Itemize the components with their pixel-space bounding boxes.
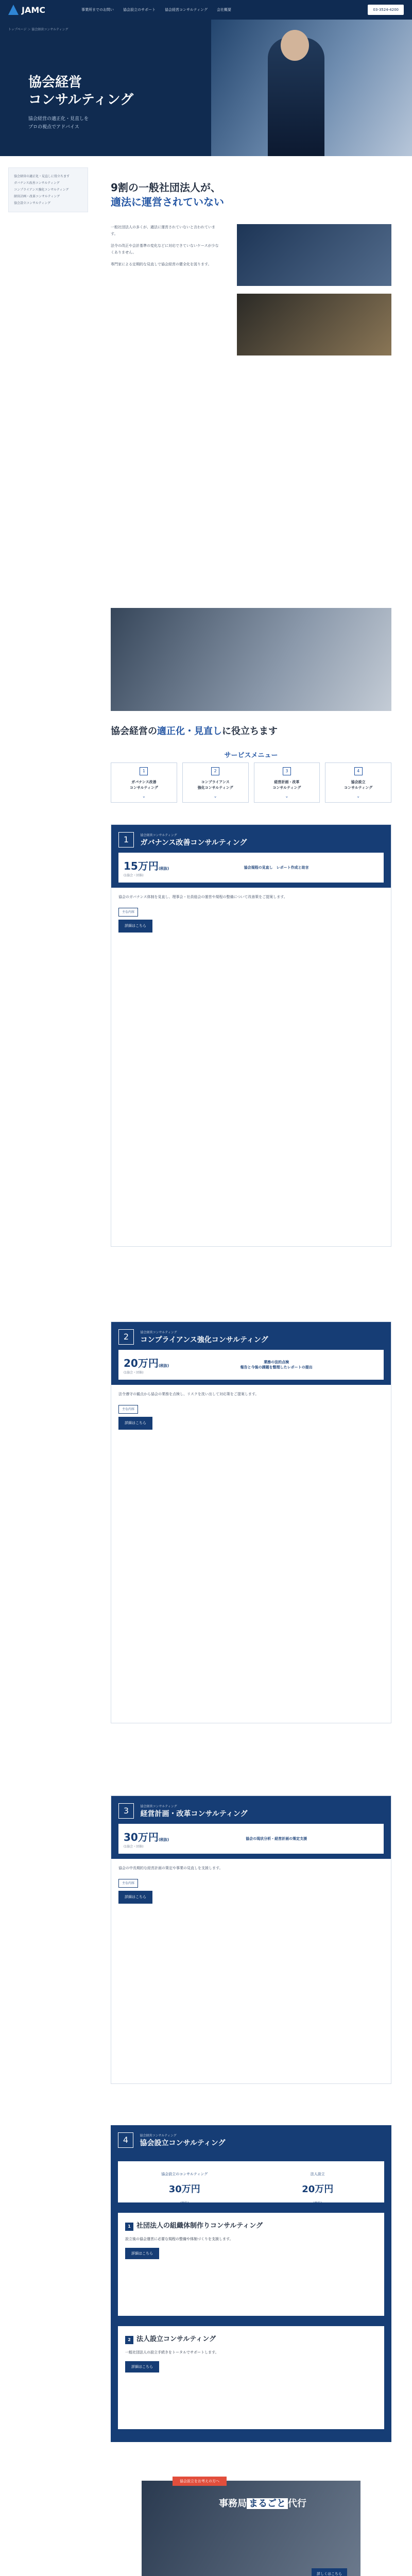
service-body bbox=[111, 888, 391, 943]
section-heading bbox=[111, 724, 278, 737]
service-title: ガバナンス改善コンサルティング bbox=[140, 838, 247, 847]
promo-cta-button[interactable]: 詳しくはこちら bbox=[312, 2568, 347, 2576]
logo-mark-icon bbox=[8, 5, 19, 15]
menu-label: 協会設立 コンサルティング bbox=[344, 780, 373, 790]
intro-heading bbox=[111, 180, 265, 209]
price-value: 15万円 bbox=[124, 860, 159, 872]
service-description: 協会の中長期的な経営計画の策定や事業の見直しを支援します。 bbox=[118, 1866, 223, 1870]
price-unit: (税抜) bbox=[158, 1364, 169, 1368]
service-card-compliance bbox=[111, 1321, 391, 1723]
service-header bbox=[111, 1796, 391, 1859]
service-description: 法令遵守の観点から協会の業務を点検し、リスクを洗い出して対応策をご提案します。 bbox=[118, 1392, 259, 1396]
service-title: 協会設立コンサルティング bbox=[140, 2139, 226, 2147]
content-tag: 主な内容 bbox=[118, 1879, 138, 1888]
sub-description: 一般社団法人の設立手続きをトータルでサポートします。 bbox=[125, 2350, 219, 2354]
price-label: 協会設立のコンサルティング bbox=[161, 2172, 208, 2176]
service-number: 4 bbox=[118, 2132, 133, 2148]
service-header bbox=[111, 825, 391, 888]
price-caption: (1協会・団体) bbox=[124, 1845, 144, 1849]
promo-ribbon: 協会設立をお考えの方へ bbox=[173, 2477, 227, 2486]
intro-paragraph: 一般社団法人の多くが、適法に運営されていないと言われています。 bbox=[111, 225, 215, 236]
content-tag: 主な内容 bbox=[118, 908, 138, 917]
brand-logo[interactable] bbox=[8, 5, 45, 15]
service-menu bbox=[111, 762, 391, 803]
service-card-establishment bbox=[111, 2125, 391, 2442]
menu-label: ガバナンス改善 コンサルティング bbox=[129, 780, 158, 790]
price-unit: (税抜) bbox=[158, 867, 169, 871]
service-menu-label: サービスメニュー bbox=[224, 752, 278, 759]
promo-title-part: 代行 bbox=[288, 2498, 306, 2509]
service-body bbox=[111, 1859, 391, 1914]
price-caption: (1協会・団体) bbox=[124, 874, 144, 877]
promo-title bbox=[219, 2496, 306, 2510]
intro-text bbox=[111, 224, 221, 268]
service-category: 協会経営コンサルティング bbox=[140, 1330, 177, 1334]
service-cta-button[interactable]: 詳細はこちら bbox=[118, 1417, 152, 1430]
sub-cta-button[interactable]: 詳細はこちら bbox=[125, 2361, 159, 2372]
menu-number: 3 bbox=[283, 767, 291, 775]
intro-heading-line1: 9割の一般社団法人が、 bbox=[111, 181, 221, 194]
gavel-photo bbox=[237, 294, 391, 355]
service-cta-button[interactable]: 詳細はこちら bbox=[118, 920, 152, 933]
intro-paragraph: 法令の改正や会計基準の変化などに対応できていないケースが少なくありません。 bbox=[111, 244, 219, 255]
menu-card[interactable] bbox=[111, 762, 177, 803]
service-category: 協会経営コンサルティング bbox=[140, 833, 177, 837]
sub-title: 社団法人の組織体制作りコンサルティング bbox=[136, 2222, 263, 2230]
menu-card[interactable] bbox=[325, 762, 391, 803]
chevron-down-icon: ⌄ bbox=[213, 794, 217, 799]
menu-label: コンプライアンス 強化コンサルティング bbox=[197, 780, 233, 790]
nav-item[interactable]: 事業所までのお問い bbox=[81, 8, 114, 12]
toc-item[interactable]: ガバナンス改善コンサルティング bbox=[14, 181, 60, 185]
table-of-contents bbox=[8, 167, 88, 212]
page-subtitle: 協会経営の適正化・見直しを プロの視点でアドバイス bbox=[28, 116, 89, 130]
page-title: 協会経営 コンサルティング bbox=[28, 75, 134, 108]
service-description: 協会のガバナンス体制を見直し、理事会・社員総会の運営や規程の整備について改善策をご提案します。 bbox=[118, 895, 287, 899]
price-unit: (税抜) bbox=[180, 2201, 189, 2205]
breadcrumb[interactable]: トップページ ＞ 協会経営コンサルティング bbox=[8, 28, 68, 31]
nav-item[interactable]: 協会経営コンサルティング bbox=[165, 8, 208, 12]
price-box bbox=[118, 1824, 384, 1854]
price-value: 20万円 bbox=[124, 1357, 159, 1369]
price-note: 協会の現状分析・経営計画の策定支援 bbox=[246, 1837, 307, 1841]
price-value: 30万円 bbox=[168, 2184, 200, 2195]
menu-card[interactable] bbox=[254, 762, 320, 803]
price-value: 30万円 bbox=[124, 1831, 159, 1843]
chevron-down-icon: ⌄ bbox=[142, 794, 146, 799]
service-header bbox=[111, 1322, 391, 1385]
menu-number: 2 bbox=[211, 767, 219, 775]
promo-banner[interactable] bbox=[142, 2481, 360, 2576]
menu-label: 経営計画・改革 コンサルティング bbox=[272, 780, 301, 790]
header-contact-button[interactable]: 03-3524-4200 bbox=[368, 5, 404, 15]
hero bbox=[0, 20, 412, 156]
main-nav bbox=[81, 7, 231, 12]
sub-number: 1 bbox=[125, 2223, 133, 2231]
service-card-governance bbox=[111, 824, 391, 1247]
price-value: 20万円 bbox=[302, 2184, 334, 2195]
content-tag: 主な内容 bbox=[118, 1405, 138, 1414]
intro-paragraph: 専門家による定期的な見直しで協会経営の健全化を図ります。 bbox=[111, 262, 212, 266]
promo-title-highlight: まるごと bbox=[247, 2498, 288, 2509]
nav-item[interactable]: 会社概要 bbox=[216, 8, 231, 12]
service-card-planning bbox=[111, 1795, 391, 2084]
menu-number: 4 bbox=[354, 767, 363, 775]
nav-item[interactable]: 協会設立のサポート bbox=[123, 8, 156, 12]
sub-cta-button[interactable]: 詳細はこちら bbox=[125, 2248, 159, 2259]
intro-heading-line2: 適法に運営されていない bbox=[111, 196, 224, 208]
service-body bbox=[111, 1385, 391, 1440]
heading-part: に役立ちます bbox=[222, 726, 278, 737]
price-box bbox=[118, 2161, 384, 2205]
site-header bbox=[0, 0, 412, 20]
service-number: 2 bbox=[118, 1329, 134, 1345]
service-title: 経営計画・改革コンサルティング bbox=[140, 1809, 248, 1818]
price-note: 協会規程の見直し レポート作成と助言 bbox=[244, 866, 309, 870]
price-note: 業務の法的点検 報告と今後の課題を整理したレポートの提出 bbox=[240, 1360, 313, 1369]
price-box bbox=[118, 1350, 384, 1380]
toc-item[interactable]: 協会設立コンサルティング bbox=[14, 201, 51, 205]
service-header bbox=[118, 2132, 225, 2148]
chevron-down-icon: ⌄ bbox=[285, 794, 289, 799]
chevron-down-icon: ⌄ bbox=[356, 794, 360, 799]
service-category: 協会経営コンサルティング bbox=[140, 2133, 177, 2138]
meeting-photo bbox=[111, 608, 391, 711]
hero-person-head bbox=[281, 30, 309, 61]
toc-item[interactable]: 経営計画・改革コンサルティング bbox=[14, 195, 60, 198]
intro-photo bbox=[237, 224, 391, 286]
heading-highlight: 適正化・見直し bbox=[157, 726, 222, 737]
toc-item[interactable]: 協会経営の適正化・見直しに役立ちます bbox=[14, 175, 70, 178]
sub-title: 法人設立コンサルティング bbox=[136, 2335, 216, 2343]
heading-part: 協会経営の bbox=[111, 726, 157, 737]
promo-title-part: 事務局 bbox=[219, 2498, 247, 2509]
sub-number: 2 bbox=[125, 2336, 133, 2344]
price-unit: (税抜) bbox=[158, 1838, 169, 1842]
service-number: 3 bbox=[118, 1803, 134, 1819]
sub-description: 設立後の協会運営に必要な規程の整備や体制づくりを支援します。 bbox=[125, 2237, 233, 2241]
menu-number: 1 bbox=[140, 767, 148, 775]
sub-service-card bbox=[118, 2213, 384, 2316]
price-caption: (1協会・団体) bbox=[124, 1371, 144, 1375]
brand-name: JAMC bbox=[22, 5, 45, 15]
service-category: 協会経営コンサルティング bbox=[140, 1804, 177, 1808]
service-number: 1 bbox=[118, 832, 134, 848]
sub-service-card bbox=[118, 2326, 384, 2429]
menu-card[interactable] bbox=[182, 762, 249, 803]
price-label: 法人設立 bbox=[310, 2172, 325, 2176]
service-title: コンプライアンス強化コンサルティング bbox=[140, 1335, 268, 1344]
service-cta-button[interactable]: 詳細はこちら bbox=[118, 1891, 152, 1904]
toc-item[interactable]: コンプライアンス強化コンサルティング bbox=[14, 188, 69, 192]
price-box bbox=[118, 853, 384, 883]
price-unit: (税抜) bbox=[313, 2201, 322, 2205]
